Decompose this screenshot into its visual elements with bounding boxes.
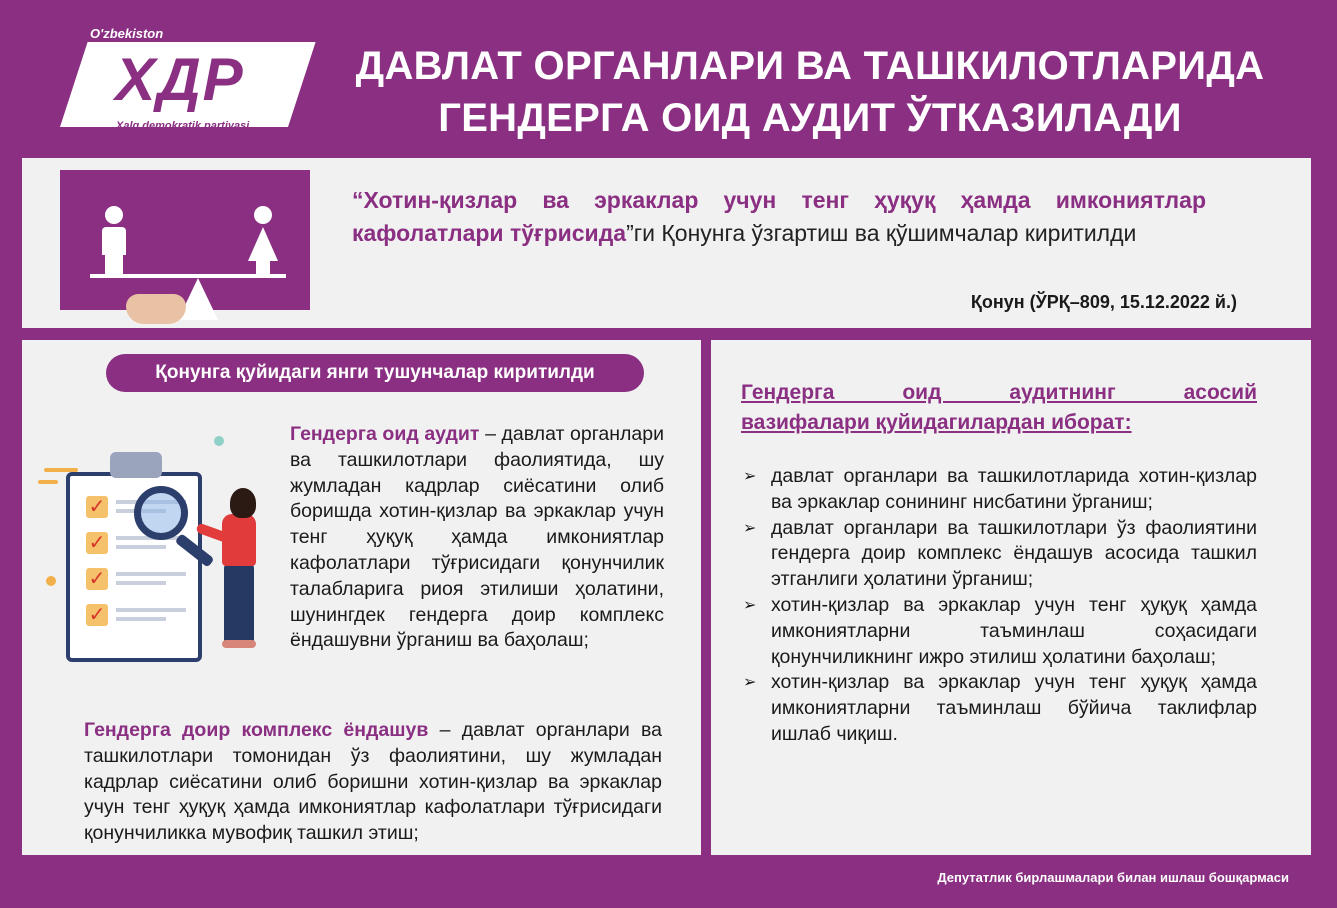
logo-abbr: ХДР <box>115 46 245 113</box>
decor-dot <box>46 576 56 586</box>
definition-gender-audit <box>290 422 664 654</box>
task-item: ➢ давлат органлари ва ташкилотларида хотин-қизлар ва эркаклар сонининг нисбатини ўрганиш; <box>741 464 1257 516</box>
decor-dot <box>214 436 224 446</box>
woman-icon <box>248 206 278 277</box>
audit-illustration <box>38 428 278 648</box>
decor-line <box>38 480 58 484</box>
footer-department: Депутатлик бирлашмалари билан ишлаш бошқармаси <box>937 870 1289 885</box>
page-title <box>310 40 1310 144</box>
man-icon <box>100 206 128 277</box>
definitions-heading: Қонунга қуйидаги янги тушунчалар киритилди <box>106 354 644 392</box>
party-logo <box>60 26 288 135</box>
quote-rest: ”ги Қонунга ўзгартиш ва қўшимчалар киритилди <box>626 220 1137 246</box>
task-item: ➢ хотин-қизлар ва эркаклар учун тенг ҳуқуқ ҳамда имкониятларни таъминлаш бўйича таклифлар ишлаб чиқиш. <box>741 670 1257 747</box>
title-line-2: ГЕНДЕРГА ОИД АУДИТ ЎТКАЗИЛАДИ <box>438 96 1182 140</box>
term-complex-approach: Гендерга доир комплекс ёндашув <box>84 719 429 741</box>
law-reference: Қонун (ЎРҚ–809, 15.12.2022 й.) <box>970 292 1237 312</box>
title-line-1: ДАВЛАТ ОРГАНЛАРИ ВА ТАШКИЛОТЛАРИДА <box>355 44 1265 88</box>
law-name: Хотин-қизлар ва эркаклар учун тенг ҳуқуқ ҳамда имкониятлар кафолатлари тўғрисида <box>352 187 1206 246</box>
woman-figure-icon <box>208 488 278 658</box>
clipboard-icon: ✓ ✓ ✓ ✓ <box>66 472 202 662</box>
definition-gender-audit-text: – давлат органлари ва ташкилотлари фаолиятида, шу жумладан кадрлар сиёсатини олиб боришда хотин-қизлар ва эркаклар учун тенг ҳуқуқ ҳамда имкониятлар кафолатлари тўғрисидаги қонунчилик талабларига риоя этилиши ҳолатини, шунингдек гендерга доир комплекс ёндашувни ўрганиш ва баҳолаш; <box>290 423 664 652</box>
equality-scale-illustration <box>60 170 310 310</box>
logo-party-name: Xalq demokratik partiyasi <box>116 120 250 132</box>
law-panel <box>22 158 1311 328</box>
task-list <box>741 464 1257 748</box>
tasks-panel <box>711 340 1311 855</box>
clipboard-clip-icon <box>110 452 162 478</box>
definition-complex-approach-text: – давлат органлари ва ташкилотлари томонидан ўз фаолиятини, шу жумладан кадрлар сиёсатини олиб боришни хотин-қизлар ва эркаклар учун тенг ҳуқуқ ҳамда имкониятлар кафолатлари тўғрисидаги қонунчиликка мувофиқ ташкил этиш; <box>84 719 662 845</box>
magnifier-icon <box>134 486 188 540</box>
law-quote <box>352 184 1206 250</box>
tasks-heading-line-2: вазифалари қуйидагилардан иборат: <box>741 411 1132 434</box>
definitions-panel <box>22 340 701 855</box>
logo-country: O'zbekiston <box>90 26 164 41</box>
term-gender-audit: Гендерга оид аудит <box>290 423 480 445</box>
quote-open-mark: “ <box>352 187 364 213</box>
task-item: ➢ хотин-қизлар ва эркаклар учун тенг ҳуқуқ ҳамда имкониятларни таъминлаш соҳасидаги қонунчиликнинг ижро этилиш ҳолатини баҳолаш; <box>741 593 1257 670</box>
task-item: ➢ давлат органлари ва ташкилотлари ўз фаолиятини гендерга доир комплекс ёндашув асосида ташкил этганлиги ҳолатини ўрганиш; <box>741 516 1257 593</box>
definition-complex-approach <box>84 718 662 847</box>
hand-icon <box>126 294 186 324</box>
tasks-heading <box>741 378 1257 438</box>
tasks-heading-line-1: Гендерга оид аудитнинг асосий <box>741 381 1257 404</box>
